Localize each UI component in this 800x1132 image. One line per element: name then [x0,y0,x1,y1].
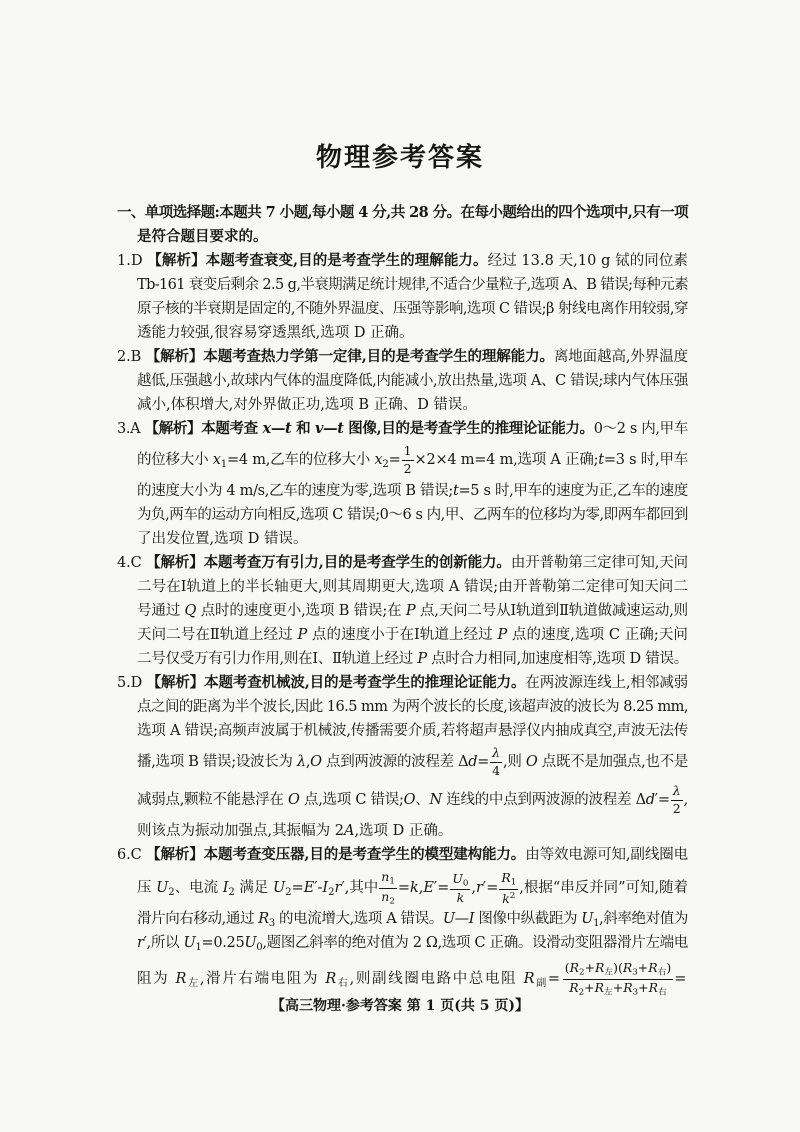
text-line [117,249,688,273]
math-variable: r [137,935,144,952]
math-variable: d [468,754,478,770]
math-variable: R [501,870,511,886]
text-run: 由开普勒第三定律可知,天问 [510,555,688,571]
subscript: 3 [268,918,275,930]
text-run: 2.B [117,349,146,365]
subscript: 1 [220,459,227,471]
fraction [379,870,397,906]
line-content [117,251,688,271]
text-run: 点到两波源的波程差 Δ [321,754,469,770]
text-run: 越低,压强越小,故球内气体的温度降低,内能减小,放出热量,选项 A、C 错误;球内气体压强 [137,373,688,389]
text-line [117,417,688,441]
fraction [671,784,683,816]
subscript: 2 [328,887,335,899]
text-run: , [471,880,476,897]
math-variable: I [468,911,475,928]
text-run: 选项 A 错误;高频声波属于机械波,传播需要介质,若将超声悬浮仪内抽成真空,声波无法传 [137,723,688,739]
math-variable: R [523,971,537,988]
text-run: 连线的中点到两波源的波程差 Δ [441,792,646,808]
text-line [137,599,688,623]
math-variable: λ [296,754,306,770]
subscript: 0 [256,942,263,954]
text-run: ( [564,960,570,976]
math-variable: k [502,890,510,906]
text-line [117,201,688,225]
text-run: 天问二号在Ⅱ轨道上经过 [137,627,298,643]
line-content [137,601,688,621]
text-run: , [418,880,424,897]
text-run: ′= [482,880,499,897]
subscript: 2 [578,967,585,978]
math-variable: R [325,971,338,988]
text-run: 2 [672,800,681,816]
subscript: 副 [536,978,548,990]
math-variable: P [497,627,508,643]
line-content [137,961,688,997]
text-run: 滑片向右移动,通过 [137,911,259,928]
line-content [137,721,688,741]
text-run: — [454,911,469,928]
text-run: 1 [403,443,412,459]
text-run: 号通过 [137,603,185,619]
math-variable: λ [672,783,681,799]
fraction [499,871,518,906]
text-line [117,843,688,867]
subscript: 1 [389,876,395,887]
bold-math-variable: t [337,420,344,437]
text-run: 原子核的半衰期是固定的,不随外界温度、压强等影响,选项 C 错误;β 射线电离作用较弱,穿 [137,301,688,317]
text-run: 二号仅受万有引力作用,则在Ⅰ、Ⅱ轨道上经过 [137,651,418,667]
text-line [137,369,688,393]
text-run: ′= [433,880,450,897]
line-content [137,697,688,717]
text-run: ,滑片右端电阻为 [199,971,326,988]
math-variable: N [429,792,442,808]
subscript: 2 [389,896,395,907]
subscript: 3 [632,967,638,978]
math-variable: O [525,754,538,770]
math-variable: t [452,483,459,499]
fraction-denominator [379,888,397,907]
math-variable: k [456,890,465,906]
text-line [137,225,688,249]
line-content [137,625,688,645]
text-run: 离地面越高,外界温度 [553,349,688,365]
text-line [137,503,688,527]
subscript: 0 [462,878,469,889]
text-run: 的电流增大,选项 A 错误。 [274,911,443,928]
math-variable: R [594,980,605,995]
text-run: =4 m,乙车的位移大小 [226,452,375,468]
text-run: 了出发位置,选项 D 错误。 [137,531,308,547]
fraction-numerator [499,871,518,889]
text-line [137,393,688,417]
text-run: 4.C [117,555,147,571]
text-run: 点的速度,选项 C 正确;天问 [507,627,688,643]
fraction [450,872,470,906]
line-content [137,323,414,343]
math-variable: O [288,792,300,808]
subscript: 左 [188,978,200,990]
bold-text: 图像,目的是考查学生的推理论证能力。 [343,420,594,437]
text-run: 经过 13.8 天,10 g 铽的同位素 [487,253,688,269]
text-run: = [674,971,689,988]
fraction-numerator [379,870,397,888]
text-run: + [612,980,624,995]
text-run: 由等效电源可知,副线圈电 [525,847,688,863]
text-run: , [683,792,688,808]
bold-text: 【解析】本题考查衰变,目的是考查学生的理解能力。 [147,252,488,269]
answer-item [117,843,688,1001]
math-variable: R [648,980,658,995]
text-run: 点,选项 C 错误; [299,792,404,808]
text-run: ′,所以 [143,935,184,952]
text-run: ′= [654,792,670,808]
line-content [137,299,688,319]
text-run: 压 [137,880,157,897]
bold-text: 【解析】本题考查机械波,目的是考查学生的推理论证能力。 [146,674,526,691]
math-variable: R [258,911,269,928]
subscript: 1 [195,942,202,954]
bold-math-variable: t [285,420,292,437]
text-run: 点的速度小于在Ⅰ轨道上经过 [307,627,498,643]
text-run: 点,天问二号从Ⅰ轨道到Ⅱ轨道做减速运动,则 [415,603,689,619]
line-content [137,746,688,778]
text-run: 二号在Ⅰ轨道上的半长轴更大,则其周期更大,选项 A 错误;由开普勒第二定律可知天问二 [137,579,688,595]
math-variable: t [598,452,604,468]
fraction-denominator [402,460,414,476]
text-run: 的位移大小 [137,452,213,468]
fraction [402,444,414,476]
text-run: 3.A [117,421,145,437]
fraction-numerator [563,961,674,979]
answer-item [117,417,688,551]
bold-text: 【解析】本题考查变压器,目的是考查学生的模型建构能力。 [146,846,526,863]
math-variable: R [569,960,579,976]
line-content [117,203,688,223]
subscript: 2 [578,987,585,998]
text-line [117,345,688,369]
math-variable: R [569,980,579,995]
math-variable: P [297,627,308,643]
math-variable: R [648,960,658,976]
bold-text: 是符合题目要求的。 [137,228,268,245]
text-run: 为负,两车的运动方向相反,选项 C 错误;0～6 s 内,甲、乙两车的位移均为零,即两车都回到 [137,507,688,523]
text-run: 图像中纵截距为 [474,911,582,928]
text-line [137,819,688,843]
text-run: ,根据“串反并同”可知,随着 [519,880,688,897]
bold-text: — [270,420,286,437]
text-run: 、电流 [174,880,223,897]
text-run: 播,选项 B 错误;设波长为 [137,754,297,770]
text-line [137,781,688,819]
math-variable: O [310,754,322,770]
text-line [137,273,688,297]
answer-item [117,551,688,671]
text-run: 4 [492,762,501,778]
line-content [137,870,688,906]
fraction-numerator [450,872,470,890]
text-run: 0～2 s 内,甲车 [593,421,689,437]
fraction-numerator [671,784,683,799]
fraction [490,746,502,778]
fraction-denominator [490,762,502,778]
text-run: 的速度大小为 4 m/s,乙车的速度为零,选项 B 错误; [137,483,453,499]
bold-math-variable: v [314,420,324,437]
text-line [137,934,688,958]
text-run: =5 s 时,甲车的速度为正,乙车的速度 [458,483,688,499]
bold-text: 和 [291,420,315,437]
fraction-numerator [490,746,502,761]
text-run: = [477,754,490,770]
bold-math-variable: x [262,420,271,437]
math-variable: n [381,889,390,904]
text-line [117,551,688,575]
text-run: )( [613,960,623,976]
math-variable: R [622,960,633,976]
text-run: = [388,452,401,468]
text-line [137,575,688,599]
text-run: ,则 [503,754,526,770]
text-line [137,297,688,321]
bold-text: 【解析】本题考查万有引力,目的是考查学生的创新能力。 [146,554,511,571]
math-variable: x [374,452,383,468]
text-run: 、 [415,792,430,808]
math-variable: d [645,792,655,808]
line-content [137,275,688,295]
math-variable: I [222,880,229,897]
math-variable: A [343,823,355,839]
line-content [117,673,688,693]
text-run: 5.D [117,675,147,691]
subscript: 左 [604,967,614,978]
answer-content [117,201,688,1001]
line-content [137,649,688,669]
math-variable: U [183,935,196,952]
line-content [137,371,688,391]
text-run: ′- [314,880,323,897]
line-content [137,909,688,934]
text-run: 点时的速度更小,选项 B 错误;在 [196,603,406,619]
subscript: 右 [657,987,667,998]
math-variable: E [303,880,315,897]
text-run: ×2×4 m=4 m,选项 A 正确; [414,452,599,468]
fraction [563,961,674,997]
line-content [137,227,268,247]
text-run: =0.25 [201,935,245,952]
line-content [137,784,688,816]
math-variable: E [423,880,434,897]
text-run: + [584,980,595,995]
text-run: ′,其中 [341,880,379,897]
bold-text: 【解析】本题考查 [144,420,263,437]
math-variable: R [623,980,633,995]
text-run: ,则副线圈电路中总电阻 [349,971,524,988]
bold-text: 一、单项选择题:本题共 7 小题,每小题 4 分,共 28 分。在每小题给出的四个选项中,只有一项 [117,204,688,221]
subscript: 2 [228,887,235,899]
line-content [137,395,477,415]
page-footer: 【高三物理·参考答案 第 1 页(共 5 页)】 [271,998,529,1014]
math-variable: P [405,603,416,619]
line-content [117,419,688,439]
math-variable: I [322,880,329,897]
text-run: = [547,971,562,988]
math-variable: n [381,869,390,885]
line-content [137,444,688,476]
text-run: 减小,体积增大,对外界做正功,选项 B 正确、D 错误。 [137,397,477,413]
math-variable: U [244,935,257,952]
text-run: Tb-161 衰变后剩余 2.5 g,半衰期满足统计规律,不适合少量粒子,选项 A、B 错误;每种元素 [137,277,688,293]
math-variable: P [417,651,427,667]
math-variable: U [156,880,169,897]
fraction-numerator [402,444,414,459]
line-content [137,933,688,958]
text-line [137,743,688,781]
answer-item [117,671,688,843]
text-line [137,867,688,910]
text-run: 则该点为振动加强点,其振幅为 2 [137,823,344,839]
subscript: 2 [168,887,175,899]
subscript: 1 [593,918,600,930]
math-variable: x [212,452,221,468]
text-line [137,441,688,479]
text-run: 透能力较强,很容易穿透黑纸,选项 D 正确。 [137,325,414,341]
math-variable: Q [184,603,197,619]
subscript: 左 [604,987,613,998]
subscript: 2 [285,887,292,899]
text-run: 6.C [117,847,147,863]
math-variable: U [581,911,594,928]
text-line [137,695,688,719]
text-line [137,527,688,551]
math-variable: O [403,792,416,808]
text-run: 在两波源连线上,相邻减弱 [525,675,689,691]
answer-item [117,345,688,417]
text-run: 1.D [117,253,148,269]
math-variable: U [442,911,455,928]
superscript: 2 [509,890,516,901]
fraction-denominator [671,800,683,816]
line-content [117,845,688,865]
bold-text: — [323,420,338,437]
text-run: + [638,980,649,995]
text-run: ,选项 D 正确。 [354,823,453,839]
math-variable: k [410,880,419,897]
math-variable: λ [492,745,501,761]
text-run: + [584,960,595,976]
subscript: 3 [632,987,639,998]
text-run: =3 s 时,甲车 [603,452,688,468]
text-line [137,647,688,671]
page-title: 物理参考答案 [315,143,484,173]
math-variable: R [594,960,605,976]
line-content [137,529,307,549]
text-run: ,题图乙斜率的绝对值为 2 Ω,选项 C 正确。设滑动变阻器滑片左端电 [262,935,688,952]
text-line [137,479,688,503]
line-content [137,577,688,597]
math-variable: R [175,971,189,988]
subscript: 右 [337,978,350,990]
line-content [137,821,452,841]
math-variable: U [452,870,463,886]
text-line [117,671,688,695]
text-line [137,719,688,743]
line-content [137,505,688,525]
text-run: = [291,880,304,897]
math-variable: r [476,880,483,897]
line-content [137,481,688,501]
subscript: 右 [657,967,667,978]
bold-text: 【解析】本题考查热力学第一定律,目的是考查学生的理解能力。 [145,348,554,365]
text-run: 满足 [234,880,273,897]
text-run: 点既不是加强点,也不是 [537,754,689,770]
text-run: + [637,960,649,976]
text-run: , [305,754,311,770]
line-content [117,553,688,573]
answer-item [117,249,688,345]
text-line [137,910,688,934]
fraction-denominator [499,889,518,906]
math-variable: U [272,880,286,897]
text-run: ,斜率绝对值为 [599,911,688,928]
text-run: 点时合力相同,加速度相等,选项 D 错误。 [426,651,688,667]
text-run: 2 [403,460,412,476]
text-line [137,623,688,647]
text-run: 点之间的距离为半个波长,因此 16.5 mm 为两个波长的长度,该超声波的波长为 8.25 mm, [137,699,688,715]
text-run: = [397,880,410,897]
line-content [117,347,688,367]
text-line [137,321,688,345]
text-run: ) [666,960,672,976]
math-variable: r [334,880,342,897]
section-heading [117,201,688,249]
subscript: 1 [510,877,517,888]
text-run: 阻为 [137,971,176,988]
subscript: 2 [382,459,389,471]
fraction-denominator [450,889,470,905]
text-run: 减弱点,颗粒不能悬浮在 [137,792,288,808]
